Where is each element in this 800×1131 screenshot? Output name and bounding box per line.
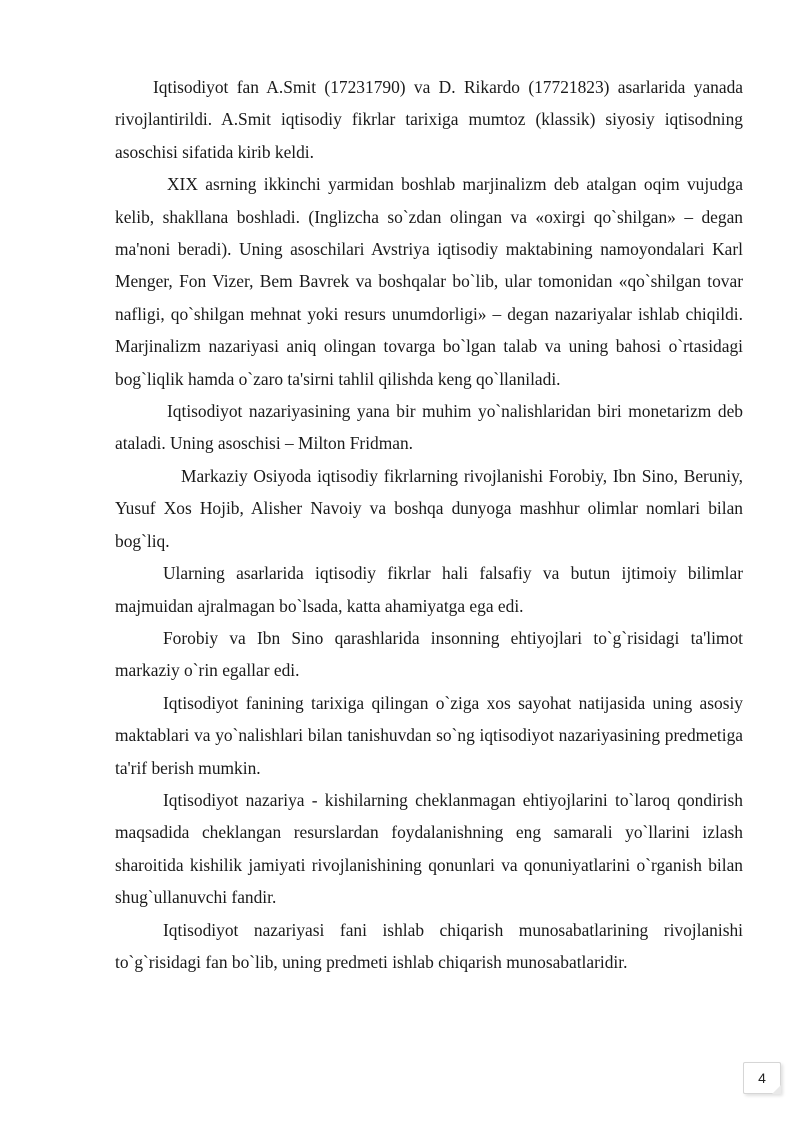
paragraph-marginalism: XIX asrning ikkinchi yarmidan boshlab marjinalizm deb atalgan oqim vujudga kelib, shakllana boshladi. (Inglizcha so`zdan olingan va «oxirgi qo`shilgan» – degan ma'noni beradi). Uning asoschilari Avstriya iqtisodiy maktabining namoyondalari Karl Menger, Fon Vizer, Bem Bavrek va boshqalar bo`lib, ular tomonidan «qo`shilgan tovar nafligi, qo`shilgan mehnat yoki resurs unumdorligi» – degan nazariyalar ishlab chiqildi. Marjinalizm nazariyasi aniq olingan tovarga bo`lgan talab va uning bahosi o`rtasidagi bog`liqlik hamda o`zaro ta'sirni tahlil qilishda keng qo`llaniladi. (115, 174, 743, 389)
document-body (115, 71, 743, 978)
paragraph-farabi-ibn-sino: Forobiy va Ibn Sino qarashlarida insonning ehtiyojlari to`g`risidagi ta'limot markaziy o`rin egallar edi. (115, 627, 743, 681)
paragraph-central-asia: Markaziy Osiyoda iqtisodiy fikrlarning rivojlanishi Forobiy, Ibn Sino, Beruniy, Yusuf Xos Hojib, Alisher Navoiy va boshqa dunyoga mashhur olimlar nomlari bilan bog`liq. (115, 465, 743, 551)
paragraph-philosophical-thought: Ularning asarlarida iqtisodiy fikrlar hali falsafiy va butun ijtimoiy bilimlar majmuidan ajralmagan bo`lsada, katta ahamiyatga ega edi. (115, 563, 743, 616)
paragraph-subject-definition: Iqtisodiyot fanining tarixiga qilingan o`ziga xos sayohat natijasida uning asosiy maktablari va yo`nalishlari bilan tanishuvdan so`ng iqtisodiyot nazariyasining predmetiga ta'rif berish mumkin. (115, 692, 743, 778)
paragraph-monetarism: Iqtisodiyot nazariyasining yana bir muhim yo`nalishlaridan biri monetarizm deb ataladi. Uning asoschisi – Milton Fridman. (115, 401, 743, 454)
paragraph-smith-ricardo: Iqtisodiyot fan A.Smit (17231790) va D. Rikardo (17721823) asarlarida yanada rivojlantirildi. A.Smit iqtisodiy fikrlar tarixiga mumtoz (klassik) siyosiy iqtisodning asoschisi sifatida kirib keldi. (115, 77, 743, 162)
paragraph-economic-theory-definition: Iqtisodiyot nazariya - kishilarning cheklanmagan ehtiyojlarini to`laroq qondirish maqsadida cheklangan resurslardan foydalanishning eng samarali yo`llarini izlash sharoitida kishilik jamiyati rivojlanishining qonunlari va qonuniyatlarini o`rganish bilan shug`ullanuvchi fandir. (115, 789, 743, 908)
paragraph-production-relations: Iqtisodiyot nazariyasi fani ishlab chiqarish munosabatlarining rivojlanishi to`g`risidagi fan bo`lib, uning predmeti ishlab chiqarish munosabatlaridir. (115, 919, 743, 972)
page-number: 4 (743, 1062, 781, 1094)
